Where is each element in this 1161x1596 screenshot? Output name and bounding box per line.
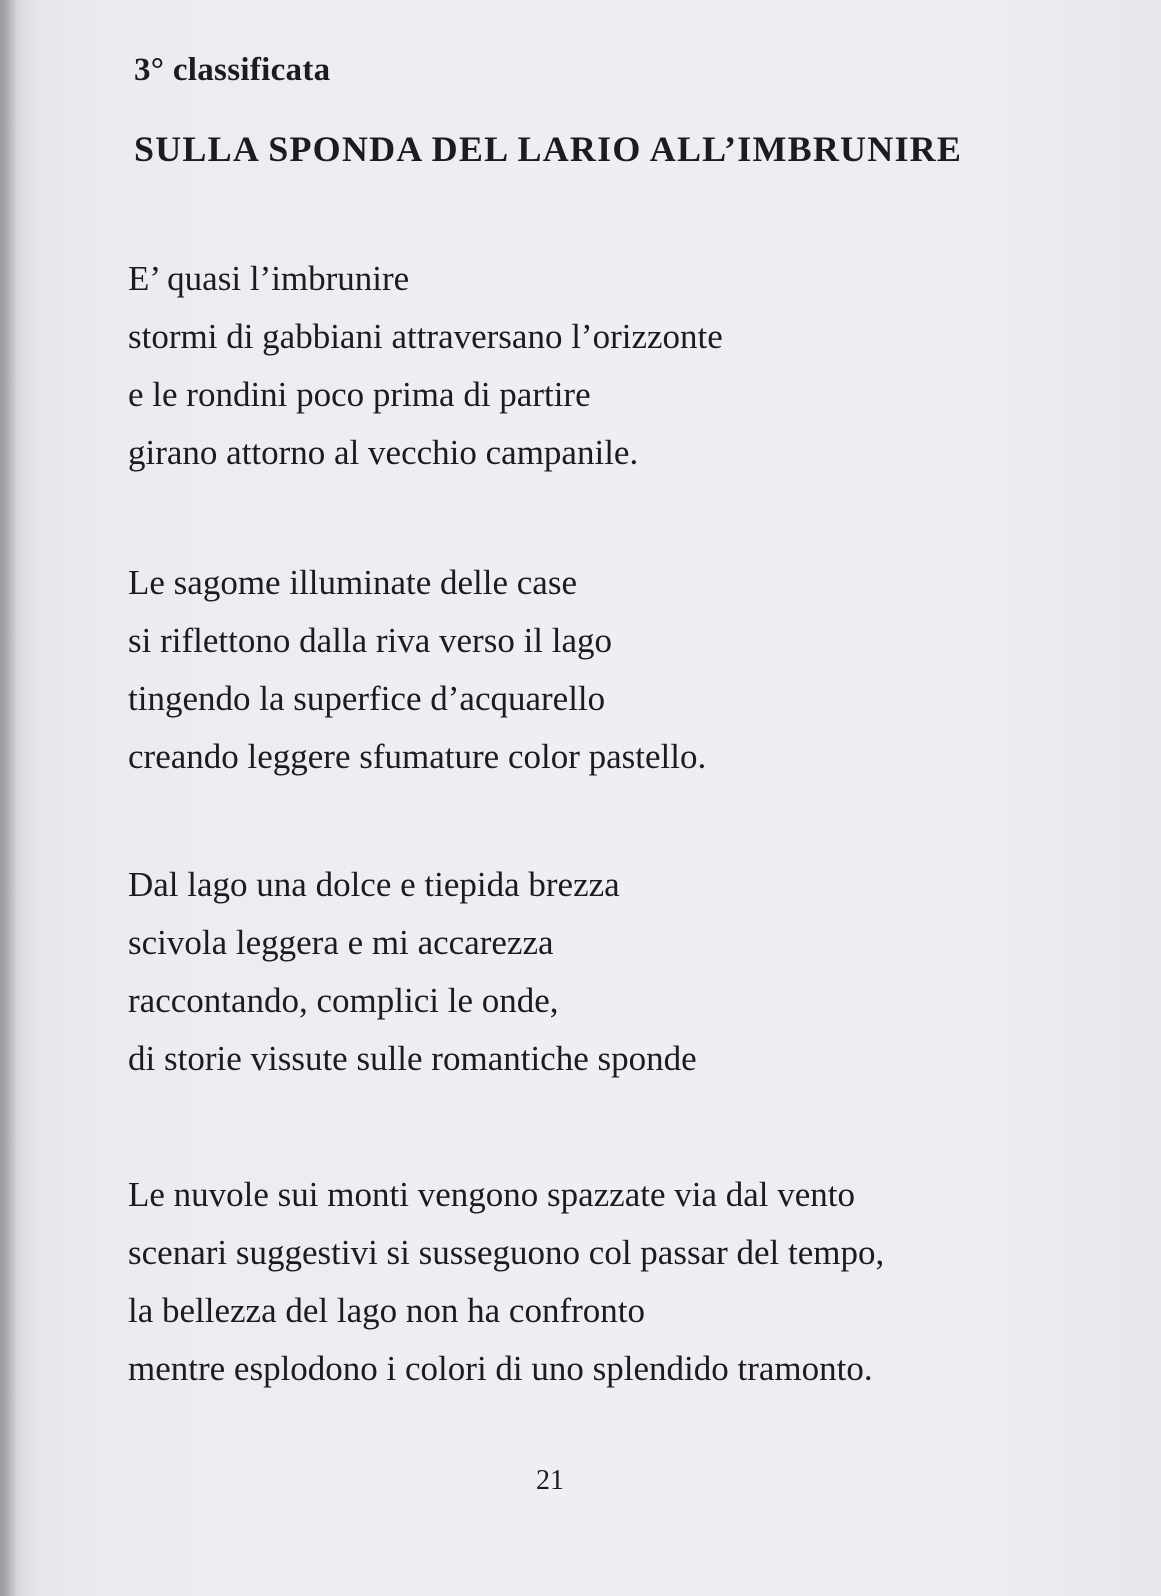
page-number: 21 [536, 1465, 564, 1496]
poem-line: Dal lago una dolce e tiepida brezza [128, 865, 620, 904]
stanza-3 [128, 856, 1128, 1088]
poem-line: mentre esplodono i colori di uno splendido tramonto. [128, 1349, 873, 1388]
poem-line: scenari suggestivi si susseguono col passar del tempo, [128, 1233, 885, 1272]
poem-line: si riflettono dalla riva verso il lago [128, 621, 613, 660]
poem-line: girano attorno al vecchio campanile. [128, 433, 639, 472]
stanza-4 [128, 1166, 1128, 1398]
poem-line: la bellezza del lago non ha confronto [128, 1291, 646, 1330]
poem-line: creando leggere sfumature color pastello. [128, 737, 707, 776]
poem-line: tingendo la superfice d’acquarello [128, 679, 606, 718]
poem-line: e le rondini poco prima di partire [128, 375, 591, 414]
poem-line: stormi di gabbiani attraversano l’orizzonte [128, 317, 723, 356]
poem-title: SULLA SPONDA DEL LARIO ALL’IMBRUNIRE [134, 129, 963, 169]
poem-line: di storie vissute sulle romantiche sponde [128, 1039, 697, 1078]
poem-body [128, 250, 1128, 1398]
poem-line: Le nuvole sui monti vengono spazzate via dal vento [128, 1175, 856, 1214]
poem-line: E’ quasi l’imbrunire [128, 259, 410, 298]
contest-rank: 3° classificata [134, 52, 331, 88]
poem-line: scivola leggera e mi accarezza [128, 923, 554, 962]
poem-line: raccontando, complici le onde, [128, 981, 559, 1020]
stanza-1 [128, 250, 1128, 482]
stanza-2 [128, 554, 1128, 786]
binding-shadow [0, 0, 16, 1596]
poem-line: Le sagome illuminate delle case [128, 563, 577, 602]
